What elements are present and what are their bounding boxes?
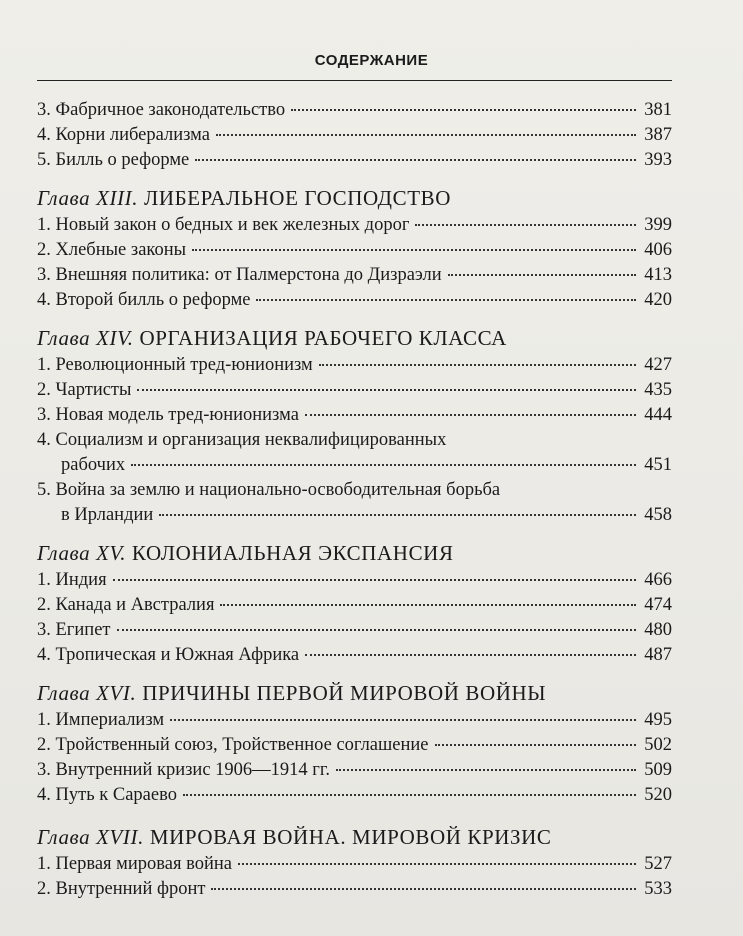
- entry-page: 520: [644, 785, 672, 805]
- toc-entry: [37, 758, 672, 783]
- chapter-label: Глава XV.: [37, 541, 127, 565]
- toc-entry: [37, 213, 672, 238]
- dot-leader: [305, 654, 636, 656]
- chapter-title: ЛИБЕРАЛЬНОЕ ГОСПОДСТВО: [143, 186, 452, 210]
- toc-entry: [37, 618, 672, 643]
- entry-page: 399: [644, 215, 672, 235]
- chapter-title: ПРИЧИНЫ ПЕРВОЙ МИРОВОЙ ВОЙНЫ: [142, 681, 547, 705]
- entry-page: 458: [644, 505, 672, 525]
- entry-title: 1. Новый закон о бедных и век железных дорог: [37, 215, 410, 235]
- dot-leader: [256, 299, 636, 301]
- dot-leader: [170, 719, 636, 721]
- chapter-title: КОЛОНИАЛЬНАЯ ЭКСПАНСИЯ: [131, 541, 454, 565]
- dot-leader: [131, 464, 636, 466]
- chapter-title: МИРОВАЯ ВОЙНА. МИРОВОЙ КРИЗИС: [149, 825, 552, 849]
- entry-page: 387: [644, 125, 672, 145]
- toc-entry: [37, 783, 672, 808]
- dot-leader: [211, 888, 636, 890]
- toc-entry: [37, 643, 672, 668]
- chapter-heading: [37, 183, 672, 213]
- chapter-heading: [37, 678, 672, 708]
- dot-leader: [319, 364, 636, 366]
- entry-title: 4. Путь к Сараево: [37, 785, 177, 805]
- entry-title: 4. Корни либерализма: [37, 125, 210, 145]
- entry-page: 444: [644, 405, 672, 425]
- toc-entry: [37, 593, 672, 618]
- toc-entry: [37, 263, 672, 288]
- entry-title: 1. Первая мировая война: [37, 854, 232, 874]
- toc-entry: [37, 568, 672, 593]
- toc-entry: [37, 877, 672, 902]
- entry-title: 3. Внешняя политика: от Палмерстона до Дизраэли: [37, 265, 442, 285]
- chapter-heading: [37, 822, 672, 852]
- entry-page: 502: [644, 735, 672, 755]
- entry-title: 4. Второй билль о реформе: [37, 290, 251, 310]
- entry-page: 427: [644, 355, 672, 375]
- toc-entry: [37, 852, 672, 877]
- toc-entry: [37, 238, 672, 263]
- entry-title: 2. Чартисты: [37, 380, 132, 400]
- chapter-label: Глава XIII.: [37, 186, 139, 210]
- entry-page: 480: [644, 620, 672, 640]
- toc-entry: [37, 353, 672, 378]
- toc-entry: [37, 123, 672, 148]
- entry-page: 420: [644, 290, 672, 310]
- toc-entry: [37, 733, 672, 758]
- page-header: СОДЕРЖАНИЕ: [314, 52, 429, 69]
- dot-leader: [137, 389, 636, 391]
- toc-entry-continuation: [37, 453, 672, 478]
- entry-page: 413: [644, 265, 672, 285]
- dot-leader: [192, 249, 636, 251]
- toc-entry-continuation: [37, 503, 672, 528]
- dot-leader: [415, 224, 636, 226]
- dot-leader: [291, 109, 636, 111]
- entry-page: 474: [644, 595, 672, 615]
- dot-leader: [195, 159, 636, 161]
- entry-page: 466: [644, 570, 672, 590]
- chapter-heading: [37, 323, 672, 353]
- toc-entry: [37, 428, 672, 453]
- toc-entry: [37, 98, 672, 123]
- entry-title: 1. Индия: [37, 570, 107, 590]
- entry-page: 527: [644, 854, 672, 874]
- dot-leader: [216, 134, 636, 136]
- entry-page: 509: [644, 760, 672, 780]
- entry-title: 3. Фабричное законодательство: [37, 100, 286, 120]
- dot-leader: [113, 579, 636, 581]
- entry-page: 393: [644, 150, 672, 170]
- dot-leader: [117, 629, 637, 631]
- dot-leader: [238, 863, 636, 865]
- entry-page: 435: [644, 380, 672, 400]
- header-rule: [37, 80, 672, 81]
- toc-entry: [37, 478, 672, 503]
- toc-entry: [37, 708, 672, 733]
- entry-page: 533: [644, 879, 672, 899]
- table-of-contents: [37, 98, 672, 902]
- entry-page: 381: [644, 100, 672, 120]
- entry-title: 3. Египет: [37, 620, 111, 640]
- entry-page: 406: [644, 240, 672, 260]
- entry-title: 2. Внутренний фронт: [37, 879, 206, 899]
- entry-title: 1. Революционный тред-юнионизм: [37, 355, 313, 375]
- dot-leader: [183, 794, 636, 796]
- dot-leader: [435, 744, 637, 746]
- toc-entry: [37, 378, 672, 403]
- entry-title: 1. Империализм: [37, 710, 165, 730]
- entry-title: 3. Внутренний кризис 1906—1914 гг.: [37, 760, 331, 780]
- entry-page: 495: [644, 710, 672, 730]
- entry-page: 451: [644, 455, 672, 475]
- chapter-heading: [37, 538, 672, 568]
- toc-entry: [37, 148, 672, 173]
- entry-title: 2. Хлебные законы: [37, 240, 187, 260]
- entry-title: 2. Канада и Австралия: [37, 595, 215, 615]
- entry-title: 3. Новая модель тред-юнионизма: [37, 405, 299, 425]
- toc-entry: [37, 288, 672, 313]
- dot-leader: [159, 514, 636, 516]
- entry-title-continuation: рабочих: [61, 455, 126, 475]
- chapter-title: ОРГАНИЗАЦИЯ РАБОЧЕГО КЛАССА: [139, 326, 507, 350]
- dot-leader: [448, 274, 636, 276]
- dot-leader: [220, 604, 636, 606]
- entry-title-continuation: в Ирландии: [61, 505, 154, 525]
- entry-title: 5. Война за землю и национально-освободительная борьба: [37, 480, 501, 500]
- dot-leader: [336, 769, 636, 771]
- toc-entry: [37, 403, 672, 428]
- entry-title: 2. Тройственный союз, Тройственное соглашение: [37, 735, 429, 755]
- entry-title: 5. Билль о реформе: [37, 150, 190, 170]
- chapter-label: Глава XVII.: [37, 825, 144, 849]
- chapter-label: Глава XIV.: [37, 326, 134, 350]
- dot-leader: [305, 414, 636, 416]
- chapter-label: Глава XVI.: [37, 681, 137, 705]
- entry-title: 4. Социализм и организация неквалифицированных: [37, 430, 447, 450]
- entry-page: 487: [644, 645, 672, 665]
- entry-title: 4. Тропическая и Южная Африка: [37, 645, 300, 665]
